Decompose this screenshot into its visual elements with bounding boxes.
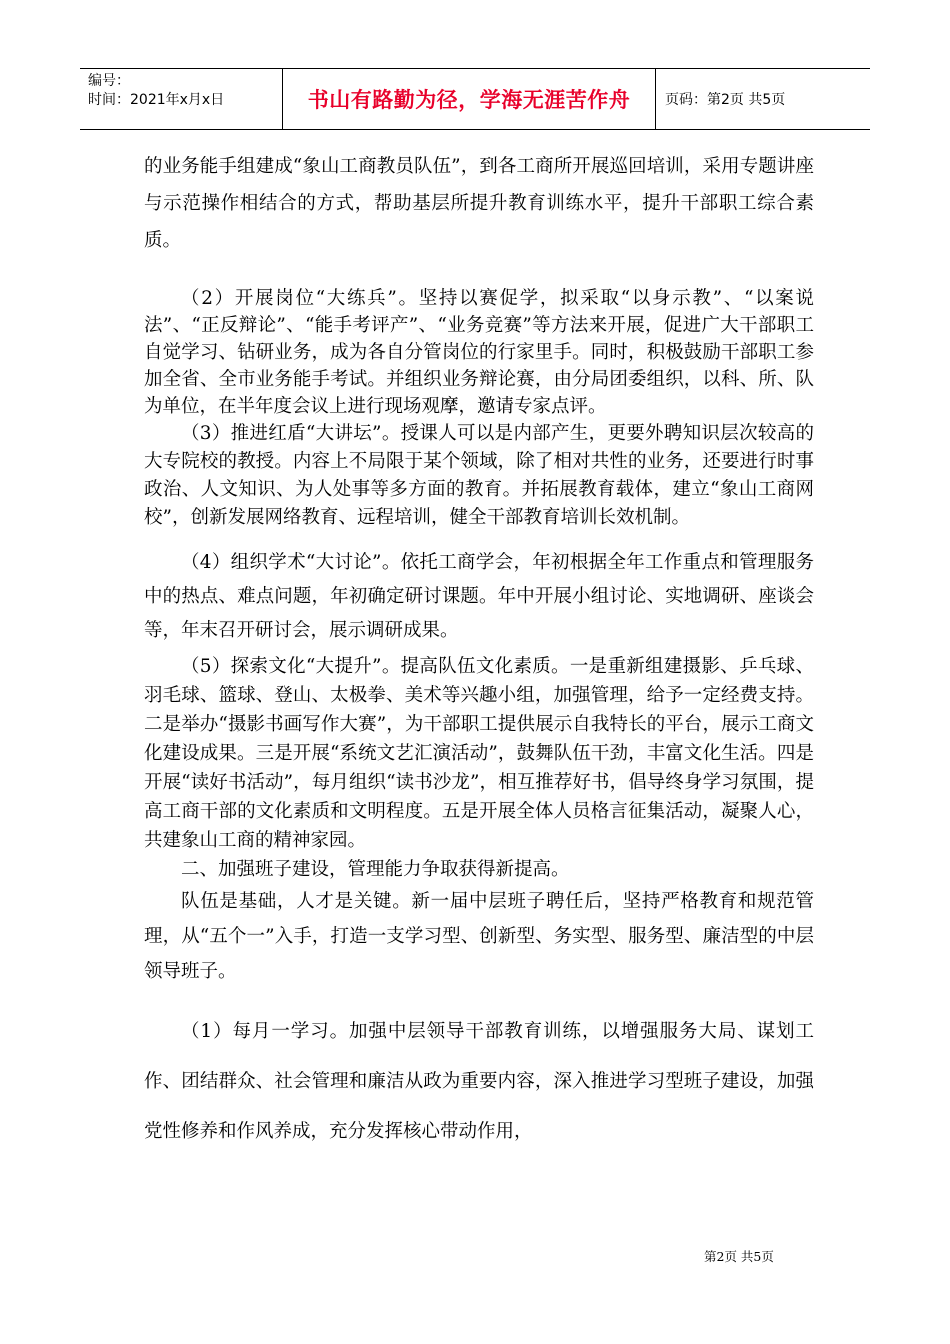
page-header <box>80 68 870 130</box>
header-meta <box>80 69 283 129</box>
paragraph-section-2-intro: 队伍是基础，人才是关键。新一届中层班子聘任后，坚持严格教育和规范管理，从“五个一”入手，打造一支学习型、创新型、务实型、服务型、廉洁型的中层领导班子。 <box>144 891 814 982</box>
header-page-number: 页码：第2页 共5页 <box>665 92 786 108</box>
paragraph-item-2: （2）开展岗位“大练兵”。坚持以赛促学，拟采取“以身示教”、“以案说法”、“正反辩论”、“能手考评产”、“业务竞赛”等方法来开展，促进广大干部职工自觉学习、钻研业务，成为各自分管岗位的行家里手。同时，积极鼓励干部职工参加全省、全市业务能手考试。并组织业务辩论赛，由分局团委组织，以科、所、队为单位，在半年度会议上进行现场观摩，邀请专家点评。 <box>144 288 814 417</box>
paragraph-continuation: 的业务能手组建成“象山工商教员队伍”，到各工商所开展巡回培训，采用专题讲座与示范操作相结合的方式，帮助基层所提升教育训练水平，提升干部职工综合素质。 <box>144 156 814 251</box>
paragraph-item-4: （4）组织学术“大讨论”。依托工商学会，年初根据全年工作重点和管理服务中的热点、难点问题，年初确定研讨课题。年中开展小组讨论、实地调研、座谈会等，年末召开研讨会，展示调研成果。 <box>144 552 814 641</box>
document-time-label: 时间：2021年x月x日 <box>88 92 225 108</box>
paragraph-item-5: （5）探索文化“大提升”。提高队伍文化素质。一是重新组建摄影、乒乓球、羽毛球、篮球、登山、太极拳、美术等兴趣小组，加强管理，给予一定经费支持。二是举办“摄影书画写作大赛”，为干部职工提供展示自我特长的平台，展示工商文化建设成果。三是开展“系统文艺汇演活动”，鼓舞队伍干劲，丰富文化生活。四是开展“读好书活动”，每月组织“读书沙龙”，相互推荐好书，倡导终身学习氛围，提高工商干部的文化素质和文明程度。五是开展全体人员格言征集活动，凝聚人心，共建象山工商的精神家园。 <box>144 656 814 851</box>
paragraph-section-2-item-1: （1）每月一学习。加强中层领导干部教育训练，以增强服务大局、谋划工作、团结群众、社会管理和廉洁从政为重要内容，深入推进学习型班子建设，加强党性修养和作风养成，充分发挥核心带动作用， <box>144 1021 814 1142</box>
document-number-label: 编号： <box>88 73 130 89</box>
page-footer: 第2页 共5页 <box>704 1249 774 1264</box>
document-body <box>144 148 814 1157</box>
paragraph-item-3: （3）推进红盾“大讲坛”。授课人可以是内部产生，更要外聘知识层次较高的大专院校的教授。内容上不局限于某个领域，除了相对共性的业务，还要进行时事政治、人文知识、为人处事等多方面的教育。并拓展教育载体，建立“象山工商网校”，创新发展网络教育、远程培训，健全干部教育培训长效机制。 <box>144 423 814 528</box>
section-heading-2: 二、加强班子建设，管理能力争取获得新提高。 <box>181 859 570 880</box>
header-motto: 书山有路勤为径，学海无涯苦作舟 <box>283 69 656 129</box>
